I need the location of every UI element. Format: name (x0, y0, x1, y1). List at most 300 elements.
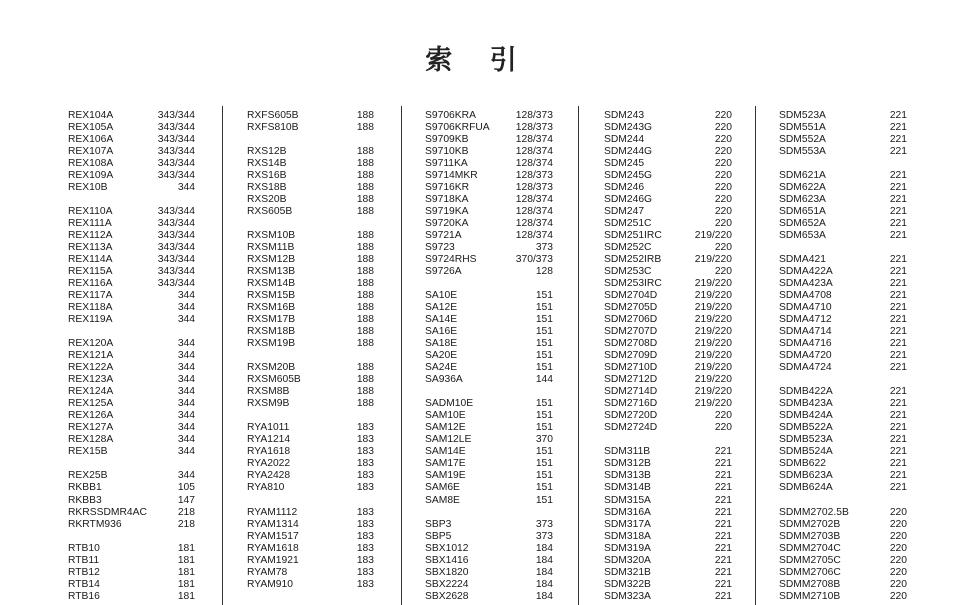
group-spacer (68, 194, 195, 206)
index-entry (68, 218, 195, 230)
model-code: SDM253IRC (604, 278, 662, 290)
index-entry (68, 314, 195, 326)
index-entry (604, 290, 732, 302)
group-spacer (604, 434, 732, 446)
index-entry (425, 519, 553, 531)
page-ref: 219/220 (694, 338, 732, 350)
index-entry (604, 482, 732, 494)
page-ref: 183 (356, 566, 374, 578)
index-entry (604, 266, 732, 278)
model-code: REX123A (68, 374, 114, 386)
model-code: REX124A (68, 386, 114, 398)
page-ref: 184 (535, 542, 553, 554)
page-ref: 128/373 (515, 110, 553, 121)
index-entry (68, 338, 195, 350)
index-entry (425, 555, 553, 567)
index-entry (779, 350, 907, 362)
model-code: SDMB522A (779, 422, 833, 434)
index-entry (425, 446, 553, 458)
model-code: SA14E (425, 314, 458, 326)
page-ref: 128/373 (515, 170, 553, 182)
index-entry (425, 422, 553, 434)
page-ref: 188 (356, 170, 374, 182)
model-code: RYA2428 (247, 470, 291, 482)
index-entry (68, 579, 195, 591)
group-spacer (779, 158, 907, 170)
index-entry (68, 591, 195, 603)
index-entry (68, 350, 195, 362)
page-ref: 184 (535, 554, 553, 566)
page-ref: 128/374 (515, 194, 553, 206)
index-entry (247, 386, 374, 398)
model-code: SDMB422A (779, 386, 833, 398)
model-code: SDM553A (779, 146, 826, 158)
model-code: REX110A (68, 206, 113, 218)
index-entry (68, 254, 195, 266)
page-ref: 151 (535, 458, 553, 470)
page-ref: 128/374 (515, 218, 553, 230)
page-ref: 221 (889, 266, 907, 278)
page-ref: 219/220 (694, 350, 732, 362)
index-entry (779, 326, 907, 338)
index-entry (779, 446, 907, 458)
page-ref: 188 (356, 194, 374, 206)
index-entry (425, 230, 553, 242)
model-code: RTB16 (68, 590, 100, 602)
model-code: RXS14B (247, 158, 287, 170)
model-code: SAM8E (425, 494, 460, 506)
group-spacer (425, 278, 553, 290)
model-code: SDMB523A (779, 434, 833, 446)
model-code: SADM10E (425, 398, 474, 410)
model-code: SDM653A (779, 230, 826, 242)
page-ref: 221 (714, 590, 732, 602)
model-code: RXSM15B (247, 290, 296, 302)
page-ref: 370/373 (515, 254, 553, 266)
group-spacer (425, 507, 553, 519)
model-code: SDMB424A (779, 410, 833, 422)
page-ref: 220 (889, 590, 907, 602)
group-spacer (247, 410, 374, 422)
page-ref: 181 (177, 554, 195, 566)
index-entry (425, 362, 553, 374)
index-entry (604, 350, 732, 362)
page-ref: 221 (889, 470, 907, 482)
page-ref: 343/344 (157, 110, 195, 121)
model-code: RXSM14B (247, 278, 296, 290)
model-code: REX105A (68, 122, 114, 134)
index-entry (247, 579, 374, 591)
index-entry (425, 290, 553, 302)
index-entry (425, 338, 553, 350)
model-code: SDM251C (604, 218, 652, 230)
page-ref: 343/344 (157, 146, 195, 158)
index-entry (425, 398, 553, 410)
model-code: REX120A (68, 338, 114, 350)
index-entry (779, 507, 907, 519)
index-entry (779, 266, 907, 278)
page-ref: 343/344 (157, 278, 195, 290)
index-column-1 (68, 110, 195, 605)
index-entry (247, 170, 374, 182)
model-code: SDM244G (604, 146, 653, 158)
index-entry (779, 386, 907, 398)
index-entry (604, 422, 732, 434)
model-code: SBX2224 (425, 578, 469, 590)
page-ref: 221 (889, 134, 907, 146)
index-entry (68, 446, 195, 458)
index-entry (604, 398, 732, 410)
page-ref: 128/374 (515, 146, 553, 158)
index-entry (247, 362, 374, 374)
model-code: SDMA4714 (779, 326, 832, 338)
index-entry (604, 531, 732, 543)
model-code: RXSM605B (247, 374, 301, 386)
model-code: RYA1011 (247, 422, 290, 434)
index-column-5 (779, 110, 907, 605)
index-entry (604, 170, 732, 182)
index-entry (68, 386, 195, 398)
model-code: SA10E (425, 290, 458, 302)
index-entry (779, 579, 907, 591)
page-ref: 220 (714, 146, 732, 158)
model-code: REX121A (68, 350, 114, 362)
index-entry (779, 519, 907, 531)
index-entry (604, 242, 732, 254)
index-entry (68, 230, 195, 242)
model-code: RKRSSDMR4AC (68, 506, 147, 518)
page-ref: 221 (714, 494, 732, 506)
page-ref: 220 (714, 122, 732, 134)
index-entry (604, 579, 732, 591)
page-ref: 183 (356, 578, 374, 590)
model-code: SDMM2710B (779, 590, 841, 602)
model-code: SDM622A (779, 182, 826, 194)
page-ref: 221 (714, 542, 732, 554)
page-ref: 184 (535, 566, 553, 578)
model-code: SDM243G (604, 122, 653, 134)
page-ref: 128 (535, 266, 553, 278)
page-ref: 183 (356, 458, 374, 470)
page-ref: 220 (714, 242, 732, 254)
group-spacer (779, 495, 907, 507)
model-code: SBP5 (425, 530, 452, 542)
model-code: SDMB624A (779, 482, 833, 494)
model-code: SDMB623A (779, 470, 833, 482)
index-column-2 (247, 110, 374, 605)
page-ref: 220 (889, 518, 907, 530)
column-divider (222, 106, 223, 605)
page-ref: 188 (356, 266, 374, 278)
page-ref: 221 (889, 350, 907, 362)
page-ref: 219/220 (694, 302, 732, 314)
page-ref: 221 (714, 554, 732, 566)
model-code: SDM2714D (604, 386, 658, 398)
index-entry (604, 507, 732, 519)
page-ref: 128/374 (515, 206, 553, 218)
index-entry (425, 567, 553, 579)
model-code: REX112A (68, 230, 113, 242)
index-entry (425, 482, 553, 494)
model-code: SDM2709D (604, 350, 658, 362)
model-code: RYAM1921 (247, 554, 299, 566)
index-entry (779, 230, 907, 242)
page-ref: 188 (356, 278, 374, 290)
index-entry (779, 194, 907, 206)
index-entry (779, 482, 907, 494)
index-entry (247, 543, 374, 555)
index-entry (425, 182, 553, 194)
page-ref: 151 (535, 350, 553, 362)
index-entry (779, 146, 907, 158)
page-ref: 221 (889, 182, 907, 194)
index-entry (779, 122, 907, 134)
index-entry (604, 218, 732, 230)
page-ref: 151 (535, 422, 553, 434)
index-entry (425, 434, 553, 446)
page-ref: 188 (356, 230, 374, 242)
model-code: SDM2724D (604, 422, 658, 434)
index-entry (779, 278, 907, 290)
page-ref: 188 (356, 242, 374, 254)
index-entry (68, 302, 195, 314)
page-ref: 344 (177, 374, 195, 386)
page-ref: 220 (714, 170, 732, 182)
column-divider (578, 106, 579, 605)
page-ref: 184 (535, 578, 553, 590)
page-ref: 221 (889, 290, 907, 302)
page-ref: 219/220 (694, 278, 732, 290)
page-ref: 221 (889, 230, 907, 242)
index-entry (425, 470, 553, 482)
model-code: RXSM11B (247, 242, 295, 254)
model-code: RYA1618 (247, 446, 291, 458)
index-entry (68, 278, 195, 290)
index-entry (68, 206, 195, 218)
page-ref: 151 (535, 470, 553, 482)
page-ref: 151 (535, 362, 553, 374)
index-entry (247, 458, 374, 470)
page-ref: 219/220 (694, 326, 732, 338)
page-ref: 188 (356, 146, 374, 158)
page-ref: 219/220 (694, 230, 732, 242)
model-code: REX104A (68, 110, 114, 121)
model-code: SDMM2704C (779, 542, 841, 554)
page-ref: 343/344 (157, 254, 195, 266)
index-entry (604, 555, 732, 567)
model-code: SDMA4712 (779, 314, 832, 326)
model-code: RYA2022 (247, 458, 291, 470)
page-ref: 151 (535, 314, 553, 326)
model-code: S9706KRFUA (425, 122, 490, 134)
page-ref: 343/344 (157, 170, 195, 182)
model-code: RTB10 (68, 542, 100, 554)
model-code: RXS18B (247, 182, 287, 194)
model-code: SDM246 (604, 182, 645, 194)
page-ref: 188 (356, 254, 374, 266)
index-entry (425, 134, 553, 146)
model-code: RTB11 (68, 554, 100, 566)
index-entry (68, 495, 195, 507)
column-divider (401, 106, 402, 605)
model-code: RXS605B (247, 206, 293, 218)
model-code: SDM244 (604, 134, 645, 146)
index-entry (779, 170, 907, 182)
page-ref: 221 (889, 326, 907, 338)
model-code: RXS12B (247, 146, 287, 158)
model-code: SAM10E (425, 410, 466, 422)
model-code: RXSM10B (247, 230, 296, 242)
index-entry (247, 122, 374, 134)
page-ref: 219/220 (694, 374, 732, 386)
model-code: SDM247 (604, 206, 645, 218)
model-code: SDM2706D (604, 314, 658, 326)
model-code: SA20E (425, 350, 458, 362)
model-code: SBX1416 (425, 554, 469, 566)
page-ref: 221 (714, 566, 732, 578)
model-code: SAM12LE (425, 434, 472, 446)
model-code: RXSM20B (247, 362, 296, 374)
model-code: SDMM2708B (779, 578, 841, 590)
page-ref: 221 (889, 410, 907, 422)
index-entry (779, 567, 907, 579)
page-ref: 183 (356, 554, 374, 566)
index-entry (779, 290, 907, 302)
index-entry (247, 314, 374, 326)
page-ref: 221 (889, 446, 907, 458)
index-entry (247, 266, 374, 278)
page-ref: 219/220 (694, 362, 732, 374)
page-ref: 188 (356, 338, 374, 350)
page-ref: 344 (177, 446, 195, 458)
index-entry (779, 254, 907, 266)
page-ref: 183 (356, 422, 374, 434)
index-entry (779, 182, 907, 194)
index-entry (247, 374, 374, 386)
index-entry (779, 218, 907, 230)
page-ref: 181 (177, 578, 195, 590)
index-entry (604, 206, 732, 218)
model-code: RKRTM936 (68, 518, 122, 530)
index-entry (604, 495, 732, 507)
index-entry (425, 122, 553, 134)
page-ref: 128/373 (515, 182, 553, 194)
index-entry (779, 591, 907, 603)
page-ref: 370 (535, 434, 553, 446)
page-ref: 373 (535, 530, 553, 542)
index-entry (604, 470, 732, 482)
index-entry (604, 146, 732, 158)
model-code: SDM621A (779, 170, 826, 182)
index-entry (604, 254, 732, 266)
index-entry (247, 290, 374, 302)
index-entry (247, 555, 374, 567)
index-entry (425, 110, 553, 122)
page-ref: 183 (356, 446, 374, 458)
model-code: S9711KA (425, 158, 468, 170)
model-code: SDM2710D (604, 362, 658, 374)
page-ref: 219/220 (694, 398, 732, 410)
index-entry (68, 362, 195, 374)
page-ref: 344 (177, 314, 195, 326)
page-ref: 128/373 (515, 122, 553, 134)
page-title: 索 引 (425, 45, 531, 76)
page-ref: 220 (889, 506, 907, 518)
page-ref: 221 (714, 482, 732, 494)
page-ref: 220 (714, 194, 732, 206)
page-ref: 220 (889, 578, 907, 590)
page-ref: 221 (889, 110, 907, 121)
model-code: SBX1820 (425, 566, 469, 578)
page-ref: 343/344 (157, 158, 195, 170)
index-entry (425, 531, 553, 543)
model-code: S9709KB (425, 134, 469, 146)
page-ref: 344 (177, 362, 195, 374)
page-ref: 221 (889, 254, 907, 266)
model-code: SDM315A (604, 494, 651, 506)
page-ref: 373 (535, 242, 553, 254)
index-entry (604, 362, 732, 374)
index-entry (68, 398, 195, 410)
page-ref: 221 (714, 530, 732, 542)
model-code: SDMB524A (779, 446, 833, 458)
model-code: SDM311B (604, 446, 651, 458)
index-entry (779, 470, 907, 482)
model-code: REX25B (68, 470, 108, 482)
index-entry (779, 362, 907, 374)
page-ref: 183 (356, 530, 374, 542)
page-ref: 220 (889, 566, 907, 578)
index-entry (247, 146, 374, 158)
model-code: REX111A (68, 218, 112, 230)
page-ref: 188 (356, 122, 374, 134)
model-code: SDM552A (779, 134, 826, 146)
model-code: SDM2707D (604, 326, 658, 338)
model-code: SA936A (425, 374, 463, 386)
index-entry (247, 338, 374, 350)
model-code: REX108A (68, 158, 114, 170)
model-code: SDMB423A (779, 398, 833, 410)
index-entry (68, 110, 195, 122)
index-entry (779, 398, 907, 410)
page-ref: 221 (889, 194, 907, 206)
index-entry (425, 242, 553, 254)
page-ref: 151 (535, 446, 553, 458)
index-entry (68, 482, 195, 494)
page-ref: 221 (714, 470, 732, 482)
model-code: REX106A (68, 134, 114, 146)
model-code: SDM316A (604, 506, 651, 518)
index-entry (247, 326, 374, 338)
page-ref: 343/344 (157, 266, 195, 278)
index-entry (68, 519, 195, 531)
index-entry (68, 146, 195, 158)
model-code: RKBB1 (68, 482, 102, 494)
page-ref: 188 (356, 386, 374, 398)
model-code: RXFS605B (247, 110, 299, 121)
index-entry (425, 350, 553, 362)
model-code: SDM2704D (604, 290, 658, 302)
index-entry (604, 122, 732, 134)
page-ref: 220 (714, 182, 732, 194)
model-code: REX119A (68, 314, 113, 326)
model-code: S9714MKR (425, 170, 478, 182)
index-entry (247, 278, 374, 290)
page-ref: 128/374 (515, 158, 553, 170)
index-entry (779, 338, 907, 350)
index-entry (425, 302, 553, 314)
page-ref: 344 (177, 398, 195, 410)
